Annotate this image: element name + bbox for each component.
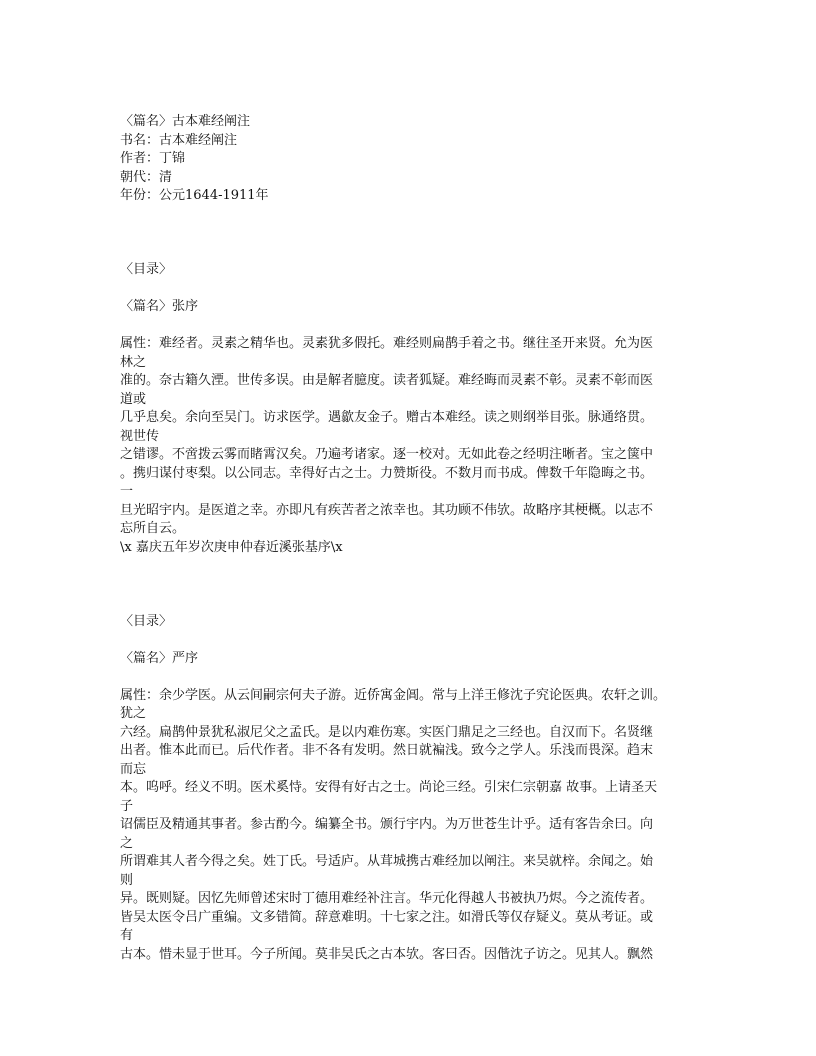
text-line: 视世传 xyxy=(120,428,160,444)
text-line: 皆吴太医令吕广重编。文多错简。辞意难明。十七家之注。如滑氏等仅存疑义。莫从考证。或 xyxy=(120,909,654,925)
text-line: 旦光昭宇内。是医道之幸。亦即凡有疾苦者之浓幸也。其功顾不伟欤。故略序其梗概。以志不 xyxy=(120,502,654,518)
section-title: 〈篇名〉张序 xyxy=(120,299,199,314)
text-line: 而忘 xyxy=(120,761,147,777)
text-line: 古本。惜未显于世耳。今子所闻。莫非吴氏之古本欤。客曰否。因偕沈子访之。见其人。飘然 xyxy=(120,946,654,962)
signature-line: \x 嘉庆五年岁次庚申仲春近溪张基序\x xyxy=(120,539,343,555)
toc-heading: 〈目录〉 xyxy=(120,613,173,629)
text-line: 几乎息矣。余向至吴门。访求医学。遇歙友金子。赠古本难经。读之则纲举目张。脉通络贯。 xyxy=(120,410,654,425)
text-line: 林之 xyxy=(120,354,147,370)
text-line: 本。呜呼。经义不明。医术奚恃。安得有好古之士。尚论三经。引宋仁宗朝嘉 故事。上请圣天 xyxy=(120,780,658,795)
book-title: 书名：古本难经阐注 xyxy=(120,132,238,148)
text-line: 出者。惟本此而已。后代作者。非不各有发明。然日就褊浅。致今之学人。乐浅而畏深。趋末 xyxy=(120,743,654,758)
years-line: 年份：公元1644-1911年 xyxy=(120,188,269,203)
text-line: 道或 xyxy=(120,391,147,407)
text-line: 属性：余少学医。从云间嗣宗何夫子游。近侨寓金阊。常与上洋王修沈子究论医典。农轩之训。 xyxy=(120,687,667,703)
text-line: 则 xyxy=(120,872,134,888)
text-line: 有 xyxy=(120,928,134,943)
text-line: 准的。奈古籍久湮。世传多误。由是解者臆度。读者狐疑。难经晦而灵素不彰。灵素不彰而医 xyxy=(120,373,654,388)
section-title: 〈篇名〉严序 xyxy=(120,650,199,666)
author-line: 作者：丁锦 xyxy=(120,151,186,166)
document-page xyxy=(120,113,700,964)
text-line: 子 xyxy=(120,798,134,814)
text-line: 异。既则疑。因忆先师曾述宋时丁德用难经补注言。华元化得越人书被执乃烬。今之流传者。 xyxy=(120,891,654,906)
text-line: 诏儒臣及精通其事者。参古酌今。编纂全书。颁行宇内。为万世苍生计乎。适有客告余曰。向 xyxy=(120,817,654,832)
text-line: 犹之 xyxy=(120,706,147,721)
text-line: 。携归谋付枣梨。以公同志。幸得好古之士。力赞斯役。不数月而书成。俾数千年隐晦之书。 xyxy=(120,465,654,481)
section-tag: 〈篇名〉古本难经阐注 xyxy=(120,114,251,129)
toc-heading: 〈目录〉 xyxy=(120,262,173,277)
text-line: 六经。扁鹊仲景犹私淑尼父之孟氏。是以内难伤寒。实医门鼎足之三经也。自汉而下。名贤继 xyxy=(120,724,654,740)
text-line: 忘所自云。 xyxy=(120,521,186,536)
text-line: 一 xyxy=(120,484,134,499)
text-line: 之 xyxy=(120,835,134,851)
dynasty-line: 朝代：清 xyxy=(120,169,173,185)
section-body xyxy=(120,687,700,965)
section-body xyxy=(120,335,700,557)
text-line: 属性：难经者。灵素之精华也。灵素犹多假托。难经则扁鹊手着之书。继往圣开来贤。允为医 xyxy=(120,336,654,351)
text-line: 所谓难其人者今得之矣。姓丁氏。号适庐。从茸城携古难经加以阐注。来吴就梓。余闻之。始 xyxy=(120,854,654,869)
text-line: 之错谬。不啻拨云雾而睹霄汉矣。乃遍考诸家。逐一校对。无如此卷之经明注晰者。宝之箧中 xyxy=(120,447,654,462)
